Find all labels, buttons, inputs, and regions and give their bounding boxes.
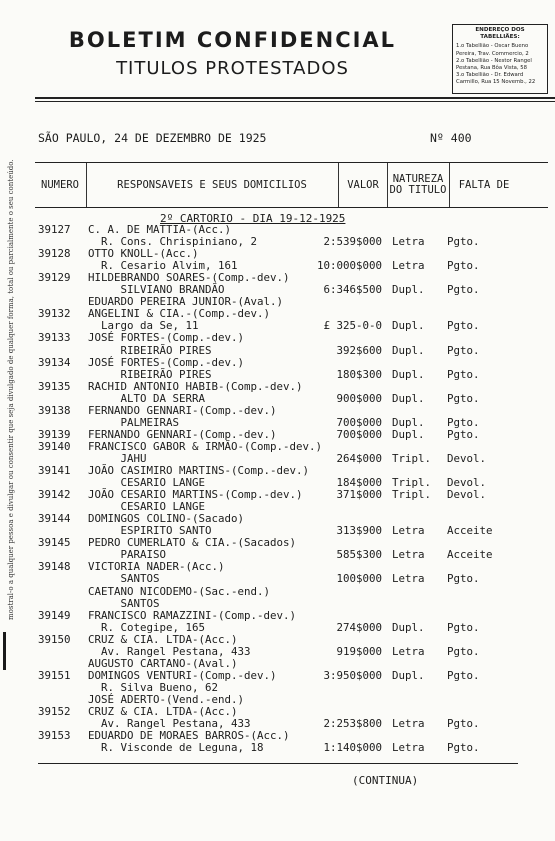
entry-name: Largo da Se, 11 [88, 319, 199, 332]
entry-num: 39148 [38, 560, 71, 573]
side-notice: mostral-o a qualquer pessoa e divulgar ou consentir que seja divulgado de qualquer forma, total ou parcialmente o seu conteúdo. [7, 159, 15, 620]
entry-num: 39141 [38, 464, 71, 477]
entry-falta: Pgto. [447, 645, 480, 658]
entry-name: JOSÉ FORTES-(Comp.-dev.) [88, 331, 245, 344]
address-line: 1.o Tabellião - Oscar Bueno [456, 43, 529, 50]
entry-num: 39149 [38, 609, 71, 622]
entry-name: RIBEIRÃO PIRES [88, 344, 212, 357]
entry-falta: Pgto. [447, 741, 480, 754]
entry-name: JOÃO CASIMIRO MARTINS-(Comp.-dev.) [88, 464, 310, 477]
entry-valor: 700$000 [336, 416, 382, 429]
entry-name: PALMEIRAS [88, 416, 180, 429]
entry-name: DOMINGOS VENTURI-(Comp.-dev.) [88, 669, 277, 682]
entry-name: FERNANDO GENNARI-(Comp.-dev.) [88, 404, 277, 417]
entry-name: VICTORIA NADER-(Acc.) [88, 560, 225, 573]
address-line: Carmillo, Rua 15 Novemb., 22 [456, 79, 536, 86]
entry-name: C. A. DE MATTIA-(Acc.) [88, 223, 232, 236]
entry-falta: Pgto. [447, 344, 480, 357]
entry-falta: Devol. [447, 488, 487, 501]
address-line: 3.o Tabellião - Dr. Edward [456, 72, 524, 79]
entry-valor: 392$600 [336, 344, 382, 357]
entry-name: HILDEBRANDO SOARES-(Comp.-dev.) [88, 271, 290, 284]
entry-num: 39134 [38, 356, 71, 369]
entry-falta: Acceite [447, 548, 493, 561]
entry-falta: Devol. [447, 476, 487, 489]
entry-num: 39129 [38, 271, 71, 284]
entry-name: JAHU [88, 452, 147, 465]
entry-num: 39153 [38, 729, 71, 742]
entry-name: EDUARDO PEREIRA JUNIOR-(Aval.) [88, 295, 284, 308]
entry-name: CESARIO LANGE [88, 500, 206, 513]
address-line: 2.o Tabellião - Nestor Rangel [456, 57, 532, 64]
entry-falta: Pgto. [447, 259, 480, 272]
entry-nat: Dupl. [392, 428, 425, 441]
entry-nat: Dupl. [392, 368, 425, 381]
address-heading: ENDEREÇO DOS TABELLIÃES: [475, 27, 525, 41]
entry-name: RIBEIRÃO PIRES [88, 368, 212, 381]
entry-falta: Pgto. [447, 669, 480, 682]
entry-nat: Letra [392, 572, 425, 585]
entry-falta: Pgto. [447, 368, 480, 381]
entry-name: PARAISO [88, 548, 167, 561]
entry-name: JOÃO CESARIO MARTINS-(Comp.-dev.) [88, 488, 303, 501]
entry-falta: Pgto. [447, 319, 480, 332]
entry-name: ALTO DA SERRA [88, 392, 206, 405]
entry-num: 39151 [38, 669, 71, 682]
entry-valor: 1:140$000 [323, 741, 382, 754]
entry-name: CESARIO LANGE [88, 476, 206, 489]
entry-name: RACHID ANTONIO HABIB-(Comp.-dev.) [88, 380, 303, 393]
entry-name: OTTO KNOLL-(Acc.) [88, 247, 199, 260]
entry-name: CRUZ & CIA. LTDA-(Acc.) [88, 633, 238, 646]
entry-valor: 700$000 [336, 428, 382, 441]
table-header [35, 162, 548, 208]
col-numero: NUMERO [41, 178, 79, 191]
entry-num: 39135 [38, 380, 71, 393]
entry-name: FRANCISCO RAMAZZINI-(Comp.-dev.) [88, 609, 297, 622]
entry-name: CAETANO NICODEMO-(Sac.-end.) [88, 585, 271, 598]
entry-valor: 2:539$000 [323, 235, 382, 248]
dateline: SÃO PAULO, 24 DE DEZEMBRO DE 1925 [38, 131, 267, 145]
entry-name: R. Cesario Alvim, 161 [88, 259, 238, 272]
entry-num: 39127 [38, 223, 71, 236]
entry-valor: 100$000 [336, 572, 382, 585]
entry-name: PEDRO CUMERLATO & CIA.-(Sacados) [88, 536, 297, 549]
entry-falta: Pgto. [447, 235, 480, 248]
col-natureza: NATUREZA DO TITULO [389, 173, 447, 196]
entry-nat: Letra [392, 524, 425, 537]
entry-valor: 264$000 [336, 452, 382, 465]
entry-num: 39142 [38, 488, 71, 501]
entry-valor: £ 325-0-0 [323, 319, 382, 332]
entry-valor: 180$300 [336, 368, 382, 381]
entry-num: 39145 [38, 536, 71, 549]
bulletin-number: Nº 400 [430, 131, 472, 145]
entry-name: FERNANDO GENNARI-(Comp.-dev.) [88, 428, 277, 441]
address-box [452, 24, 548, 94]
entry-nat: Letra [392, 548, 425, 561]
entry-valor: 184$000 [336, 476, 382, 489]
header-rule-thin [35, 101, 555, 102]
entry-name: R. Visconde de Leguna, 18 [88, 741, 264, 754]
entry-num: 39139 [38, 428, 71, 441]
entry-name: ESPIRITO SANTO [88, 524, 212, 537]
entry-falta: Pgto. [447, 428, 480, 441]
footer-rule [38, 763, 518, 764]
entry-nat: Tripl. [392, 488, 432, 501]
entry-num: 39138 [38, 404, 71, 417]
entry-nat: Letra [392, 741, 425, 754]
bulletin-subtitle: TITULOS PROTESTADOS [116, 58, 349, 79]
entry-falta: Pgto. [447, 283, 480, 296]
entry-num: 39150 [38, 633, 71, 646]
entry-nat: Dupl. [392, 621, 425, 634]
entry-falta: Pgto. [447, 416, 480, 429]
entry-nat: Tripl. [392, 476, 432, 489]
entry-num: 39152 [38, 705, 71, 718]
entry-name: CRUZ & CIA. LTDA-(Acc.) [88, 705, 238, 718]
entry-valor: 6:346$500 [323, 283, 382, 296]
entry-valor: 10:000$000 [316, 259, 382, 272]
entry-name: R. Cons. Chrispiniano, 2 [88, 235, 258, 248]
entry-falta: Pgto. [447, 621, 480, 634]
entry-nat: Tripl. [392, 452, 432, 465]
entry-falta: Acceite [447, 524, 493, 537]
entry-valor: 585$300 [336, 548, 382, 561]
entry-nat: Letra [392, 645, 425, 658]
entry-nat: Dupl. [392, 416, 425, 429]
address-line: Pestana, Rua Bôa Vista, 58 [456, 65, 528, 72]
continua-label: (CONTINUA) [352, 774, 419, 787]
col-responsaveis: RESPONSAVEIS E SEUS DOMICILIOS [117, 178, 307, 191]
entry-valor: 2:253$800 [323, 717, 382, 730]
address-line: Pereira, Trav. Commercio, 2 [456, 50, 529, 57]
entry-nat: Dupl. [392, 283, 425, 296]
entry-name: SANTOS [88, 572, 160, 585]
entry-name: JOSÉ FORTES-(Comp.-dev.) [88, 356, 245, 369]
entry-name: Av. Rangel Pestana, 433 [88, 717, 251, 730]
entry-nat: Letra [392, 259, 425, 272]
entry-valor: 919$000 [336, 645, 382, 658]
entry-name: EDUARDO DE MORAES BARROS-(Acc.) [88, 729, 290, 742]
col-falta: FALTA DE [458, 178, 510, 191]
entry-name: R. Silva Bueno, 62 [88, 681, 219, 694]
entry-valor: 3:950$000 [323, 669, 382, 682]
entry-valor: 900$000 [336, 392, 382, 405]
col-valor: VALOR [347, 178, 379, 191]
entry-falta: Devol. [447, 452, 487, 465]
entry-name: SANTOS [88, 597, 160, 610]
entry-name: FRANCISCO GABOR & IRMÃO-(Comp.-dev.) [88, 440, 323, 453]
entry-nat: Letra [392, 235, 425, 248]
entry-name: R. Cotegipe, 165 [88, 621, 206, 634]
margin-mark [3, 632, 6, 670]
entry-valor: 274$000 [336, 621, 382, 634]
entry-valor: 371$000 [336, 488, 382, 501]
entry-name: Av. Rangel Pestana, 433 [88, 645, 251, 658]
entry-falta: Pgto. [447, 717, 480, 730]
entry-falta: Pgto. [447, 392, 480, 405]
entry-nat: Dupl. [392, 344, 425, 357]
entry-name: ANGELINI & CIA.-(Comp.-dev.) [88, 307, 271, 320]
entry-nat: Letra [392, 717, 425, 730]
entry-nat: Dupl. [392, 392, 425, 405]
entry-name: JOSÉ ADERTO-(Vend.-end.) [88, 693, 245, 706]
entry-valor: 313$900 [336, 524, 382, 537]
entry-nat: Dupl. [392, 669, 425, 682]
entry-num: 39144 [38, 512, 71, 525]
bulletin-title: BOLETIM CONFIDENCIAL [68, 28, 397, 52]
entry-num: 39133 [38, 331, 71, 344]
entry-nat: Dupl. [392, 319, 425, 332]
entry-num: 39128 [38, 247, 71, 260]
entry-name: DOMINGOS COLINO-(Sacado) [88, 512, 245, 525]
entry-name: AUGUSTO CARTANO-(Aval.) [88, 657, 238, 670]
entry-num: 39132 [38, 307, 71, 320]
entry-falta: Pgto. [447, 572, 480, 585]
section-title: 2º CARTORIO - DIA 19-12-1925 [160, 212, 346, 225]
header-rule-thick [35, 97, 555, 99]
entry-num: 39140 [38, 440, 71, 453]
entry-name: SILVIANO BRANDÃO [88, 283, 225, 296]
